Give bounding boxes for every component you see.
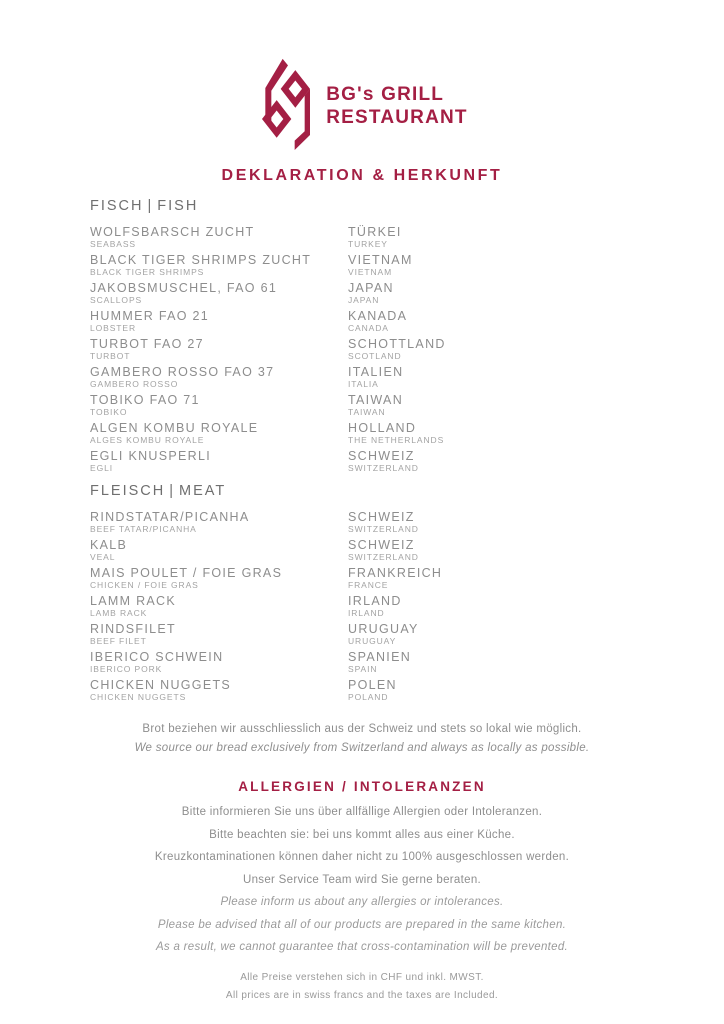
product-name: LAMM RACK: [90, 594, 177, 608]
product-name: GAMBERO ROSSO FAO 37: [90, 365, 275, 379]
bread-note-en: We source our bread exclusively from Switzerland and always as locally as possible.: [134, 742, 590, 754]
product-name-translation: BEEF TATAR/PICANHA: [90, 524, 197, 534]
sections-list: [90, 198, 634, 702]
product-cell: [90, 449, 348, 473]
product-name-translation: LAMB RACK: [90, 608, 148, 618]
origin-name-translation: SWITZERLAND: [348, 524, 419, 534]
origin-name-translation: POLAND: [348, 692, 389, 702]
section-title-en: FISH: [157, 198, 199, 214]
menu-item-row: [90, 566, 634, 590]
product-name-translation: EGLI: [90, 463, 113, 473]
menu-item-row: [90, 253, 634, 277]
origin-name-translation: ITALIA: [348, 379, 379, 389]
allergy-note-line: Kreuzkontaminationen können daher nicht zu 100% ausgeschlossen werden.: [154, 851, 570, 863]
product-cell: [90, 650, 348, 674]
brand-wordmark: [326, 83, 467, 129]
origin-name: VIETNAM: [348, 253, 413, 267]
origin-cell: [348, 622, 634, 646]
declaration-content: [0, 198, 724, 1005]
origin-name: URUGUAY: [348, 622, 419, 636]
product-cell: [90, 337, 348, 361]
product-cell: [90, 678, 348, 702]
product-name: KALB: [90, 538, 128, 552]
origin-name: SCHWEIZ: [348, 510, 415, 524]
menu-item-row: [90, 225, 634, 249]
origin-name: TÜRKEI: [348, 225, 402, 239]
product-name-translation: ALGES KOMBU ROYALE: [90, 435, 205, 445]
origin-name-translation: IRLAND: [348, 608, 385, 618]
origin-cell: [348, 566, 634, 590]
product-name: ALGEN KOMBU ROYALE: [90, 421, 259, 435]
origin-name-translation: TURKEY: [348, 239, 388, 249]
footer-line-en: All prices are in swiss francs and the taxes are Included.: [225, 989, 499, 1001]
product-name: TOBIKO FAO 71: [90, 393, 200, 407]
product-name-translation: SEABASS: [90, 239, 136, 249]
product-cell: [90, 309, 348, 333]
menu-item-row: [90, 449, 634, 473]
origin-name-translation: TAIWAN: [348, 407, 386, 417]
section-title-en: MEAT: [179, 483, 227, 499]
origin-cell: [348, 281, 634, 305]
origin-name-translation: THE NETHERLANDS: [348, 435, 445, 445]
origin-name: FRANKREICH: [348, 566, 443, 580]
menu-item-row: [90, 281, 634, 305]
origin-name: KANADA: [348, 309, 408, 323]
allergy-lines: [90, 801, 634, 959]
product-name: JAKOBSMUSCHEL, FAO 61: [90, 281, 278, 295]
origin-name-translation: URUGUAY: [348, 636, 397, 646]
product-cell: [90, 510, 348, 534]
origin-cell: [348, 538, 634, 562]
menu-item-row: [90, 650, 634, 674]
product-cell: [90, 225, 348, 249]
product-cell: [90, 594, 348, 618]
origin-cell: [348, 365, 634, 389]
section-rows: [90, 225, 634, 473]
menu-item-row: [90, 393, 634, 417]
product-cell: [90, 393, 348, 417]
origin-cell: [348, 678, 634, 702]
product-name-translation: LOBSTER: [90, 323, 136, 333]
product-cell: [90, 622, 348, 646]
section-title-separator: |: [169, 483, 176, 499]
product-name-translation: CHICKEN / FOIE GRAS: [90, 580, 199, 590]
product-name: MAIS POULET / FOIE GRAS: [90, 566, 283, 580]
origin-name: JAPAN: [348, 281, 394, 295]
origin-name: SPANIEN: [348, 650, 412, 664]
origin-name: HOLLAND: [348, 421, 417, 435]
origin-cell: [348, 309, 634, 333]
allergy-note-line: Bitte informieren Sie uns über allfällige Allergien oder Intoleranzen.: [181, 806, 543, 818]
product-name: HUMMER FAO 21: [90, 309, 209, 323]
product-cell: [90, 538, 348, 562]
product-name-translation: SCALLOPS: [90, 295, 143, 305]
menu-item-row: [90, 337, 634, 361]
allergy-title: ALLERGIEN / INTOLERANZEN: [238, 779, 486, 794]
footer-line-de: Alle Preise verstehen sich in CHF und inkl. MWST.: [240, 971, 484, 983]
product-cell: [90, 421, 348, 445]
product-name-translation: BEEF FILET: [90, 636, 147, 646]
origin-cell: [348, 337, 634, 361]
origin-name: SCHOTTLAND: [348, 337, 446, 351]
allergy-note-line: Please be advised that all of our products are prepared in the same kitchen.: [157, 918, 567, 931]
footer: [90, 969, 634, 1005]
section-title-de: FISCH: [90, 198, 144, 214]
origin-name-translation: CANADA: [348, 323, 389, 333]
allergy-note-line: Please inform us about any allergies or intolerances.: [220, 896, 504, 908]
product-name-translation: BLACK TIGER SHRIMPS: [90, 267, 205, 277]
allergy-note-line: Bitte beachten sie: bei uns kommt alles aus einer Küche.: [209, 828, 515, 841]
menu-item-row: [90, 594, 634, 618]
bg-monogram-icon: [256, 56, 316, 155]
origin-name-translation: VIETNAM: [348, 267, 393, 277]
origin-cell: [348, 449, 634, 473]
product-name-translation: TOBIKO: [90, 407, 128, 417]
product-name: RINDSTATAR/PICANHA: [90, 510, 250, 524]
section-title: [90, 198, 634, 214]
allergy-note-line: Unser Service Team wird Sie gerne beraten.: [242, 873, 482, 886]
origin-name-translation: SCOTLAND: [348, 351, 402, 361]
origin-name: SCHWEIZ: [348, 449, 415, 463]
origin-name-translation: JAPAN: [348, 295, 380, 305]
origin-cell: [348, 421, 634, 445]
section-title: [90, 483, 634, 499]
section-title-separator: |: [147, 198, 154, 214]
origin-name: SCHWEIZ: [348, 538, 415, 552]
page-title: DEKLARATION & HERKUNFT: [221, 167, 503, 184]
menu-item-row: [90, 365, 634, 389]
product-name: RINDSFILET: [90, 622, 176, 636]
menu-section: [90, 483, 634, 702]
menu-item-row: [90, 309, 634, 333]
origin-name: POLEN: [348, 678, 397, 692]
origin-cell: [348, 253, 634, 277]
product-name: BLACK TIGER SHRIMPS ZUCHT: [90, 253, 312, 267]
menu-item-row: [90, 622, 634, 646]
bread-note-de: Brot beziehen wir ausschliesslich aus der Schweiz und stets so lokal wie möglich.: [142, 723, 582, 735]
bread-note: [90, 720, 634, 758]
menu-item-row: [90, 678, 634, 702]
product-name-translation: CHICKEN NUGGETS: [90, 692, 187, 702]
origin-cell: [348, 650, 634, 674]
allergy-note-line: As a result, we cannot guarantee that cross-contamination will be prevented.: [155, 941, 569, 953]
header: [0, 56, 724, 155]
section-rows: [90, 510, 634, 702]
origin-cell: [348, 510, 634, 534]
product-name: IBERICO SCHWEIN: [90, 650, 224, 664]
origin-name-translation: SWITZERLAND: [348, 552, 419, 562]
origin-name-translation: FRANCE: [348, 580, 389, 590]
origin-name-translation: SPAIN: [348, 664, 378, 674]
product-name-translation: TURBOT: [90, 351, 131, 361]
section-title-de: FLEISCH: [90, 483, 166, 499]
brand-name-line2: RESTAURANT: [326, 106, 468, 128]
menu-item-row: [90, 510, 634, 534]
brand-name-line1: BG's GRILL: [326, 83, 445, 105]
origin-cell: [348, 594, 634, 618]
origin-cell: [348, 225, 634, 249]
origin-name: TAIWAN: [348, 393, 404, 407]
product-name: CHICKEN NUGGETS: [90, 678, 232, 692]
menu-item-row: [90, 421, 634, 445]
product-name: WOLFSBARSCH ZUCHT: [90, 225, 255, 239]
product-cell: [90, 566, 348, 590]
product-name-translation: GAMBERO ROSSO: [90, 379, 179, 389]
product-name: TURBOT FAO 27: [90, 337, 204, 351]
origin-cell: [348, 393, 634, 417]
menu-section: [90, 198, 634, 473]
menu-item-row: [90, 538, 634, 562]
product-name-translation: IBERICO PORK: [90, 664, 163, 674]
origin-name: ITALIEN: [348, 365, 404, 379]
origin-name: IRLAND: [348, 594, 402, 608]
product-cell: [90, 253, 348, 277]
product-name: EGLI KNUSPERLI: [90, 449, 212, 463]
product-cell: [90, 365, 348, 389]
product-cell: [90, 281, 348, 305]
origin-name-translation: SWITZERLAND: [348, 463, 419, 473]
product-name-translation: VEAL: [90, 552, 116, 562]
